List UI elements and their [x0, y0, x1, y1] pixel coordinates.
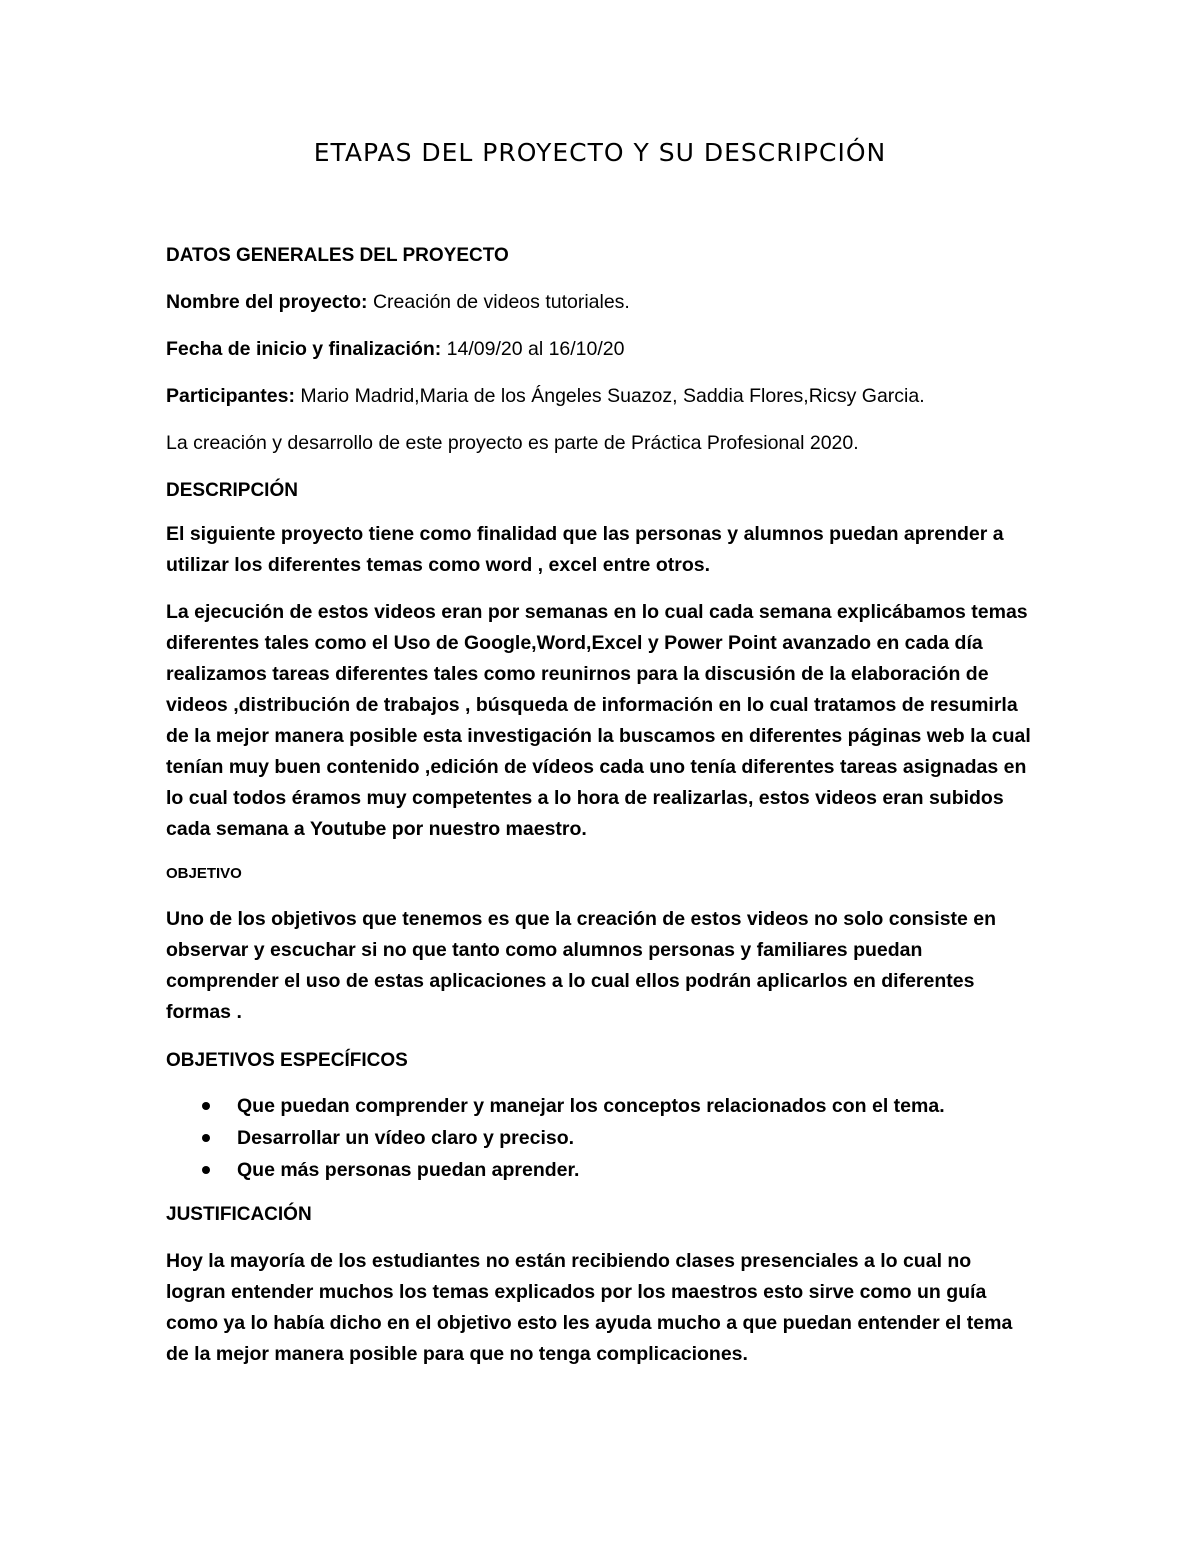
description-heading: DESCRIPCIÓN: [166, 480, 298, 501]
justification-paragraph: Hoy la mayoría de los estudiantes no están recibiendo clases presenciales a lo cual no logran entender muchos los temas explicados por los maestros esto sirve como un guía como ya lo había dicho en el objetivo esto les ayuda mucho a que puedan entender el tema de la mejor manera posible para que no tenga complicaciones.: [166, 1250, 1013, 1365]
project-dates-value: 14/09/20 al 16/10/20: [441, 338, 625, 360]
bullet-icon: [202, 1134, 210, 1142]
list-item-text: Que más personas puedan aprender.: [237, 1159, 580, 1181]
list-item: [166, 1154, 1036, 1186]
participants-line: [166, 381, 1036, 412]
list-item: [166, 1122, 1036, 1154]
bullet-icon: [202, 1166, 210, 1174]
list-item-text: Que puedan comprender y manejar los conceptos relacionados con el tema.: [237, 1095, 945, 1117]
list-item-text: Desarrollar un vídeo claro y preciso.: [237, 1127, 575, 1149]
description-paragraph-1: El siguiente proyecto tiene como finalidad que las personas y alumnos puedan aprender a utilizar los diferentes temas como word , excel entre otros.: [166, 523, 1004, 576]
participants-value: Mario Madrid,Maria de los Ángeles Suazoz, Saddia Flores,Ricsy Garcia.: [294, 385, 925, 407]
bullet-icon: [202, 1102, 210, 1110]
list-item: [166, 1090, 1036, 1122]
project-name-label: Nombre del proyecto:: [166, 291, 368, 313]
general-heading: DATOS GENERALES DEL PROYECTO: [166, 245, 509, 266]
specific-objectives-list: [166, 1090, 1036, 1186]
project-dates-line: [166, 334, 1036, 365]
specific-objectives-heading: OBJETIVOS ESPECÍFICOS: [166, 1050, 408, 1071]
participants-label: Participantes:: [166, 385, 295, 407]
document-title: ETAPAS DEL PROYECTO Y SU DESCRIPCIÓN: [313, 138, 887, 167]
objective-heading: OBJETIVO: [166, 865, 242, 882]
objective-paragraph: Uno de los objetivos que tenemos es que la creación de estos videos no solo consiste en observar y escuchar si no que tanto como alumnos personas y familiares puedan comprender el uso de estas aplicaciones a lo cual ellos podrán aplicarlos en diferentes formas .: [166, 908, 997, 1023]
project-name-line: [166, 287, 1036, 318]
project-dates-label: Fecha de inicio y finalización:: [166, 338, 442, 360]
project-note: La creación y desarrollo de este proyecto es parte de Práctica Profesional 2020.: [166, 432, 859, 454]
description-paragraph-2: La ejecución de estos videos eran por semanas en lo cual cada semana explicábamos temas diferentes tales como el Uso de Google,Word,Excel y Power Point avanzado en cada día realizamos tareas diferentes tales como reunirnos para la discusión de la elaboración de videos ,distribución de trabajos , búsqueda de información en lo cual tratamos de resumirla de la mejor manera posible esta investigación la buscamos en diferentes páginas web la cual tenían muy buen contenido ,edición de vídeos cada uno tenía diferentes tareas asignadas en lo cual todos éramos muy competentes a lo hora de realizarlas, estos videos eran subidos cada semana a Youtube por nuestro maestro.: [166, 601, 1031, 840]
justification-heading: JUSTIFICACIÓN: [166, 1204, 312, 1225]
project-name-value: Creación de videos tutoriales.: [367, 291, 630, 313]
